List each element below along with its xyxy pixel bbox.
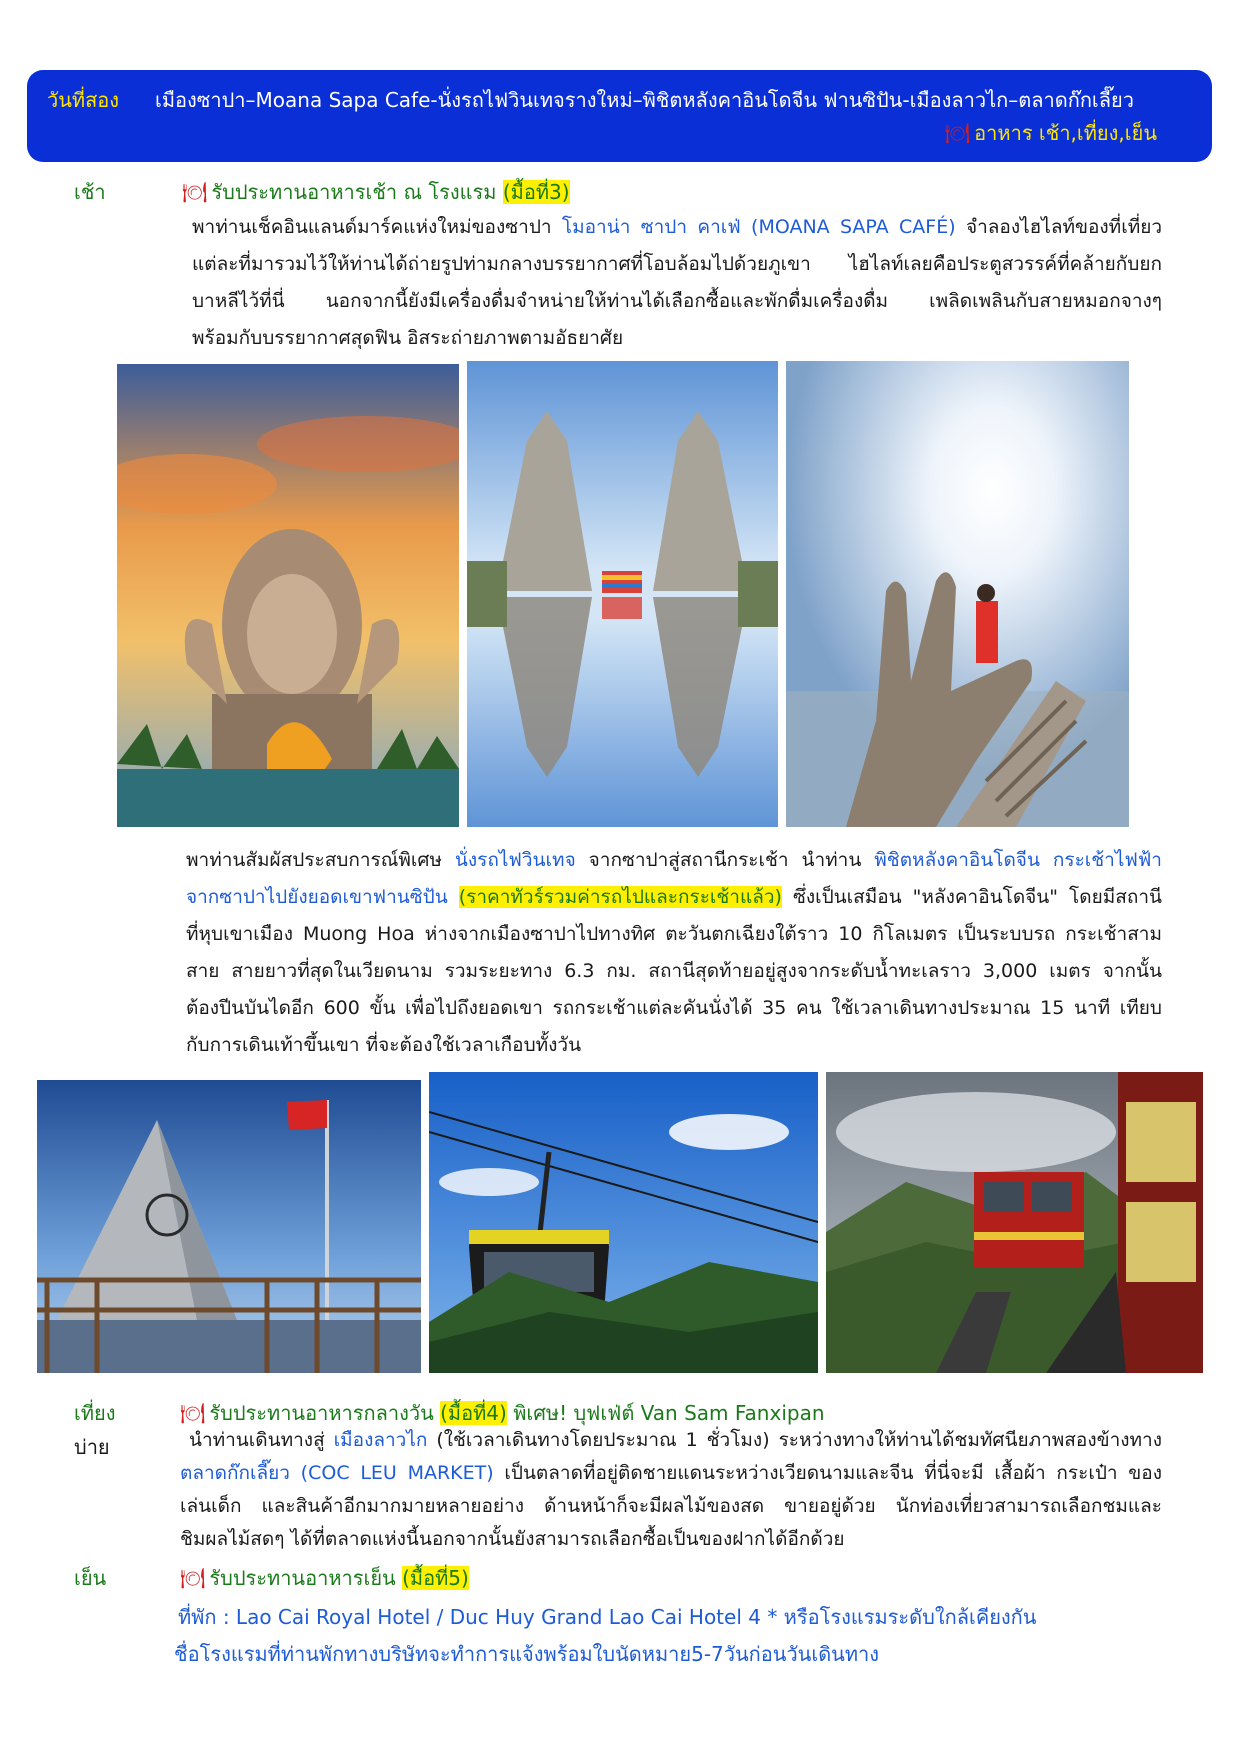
noon-label: เที่ยง: [74, 1401, 116, 1425]
hotel-notice: ชื่อโรงแรมที่ท่านพักทางบริษัทจะทำการแจ้งพร้อมใบนัดหมาย5-7วันก่อนวันเดินทาง: [174, 1642, 880, 1666]
plate-icon: 🍽: [180, 1401, 206, 1425]
vintage-train-photo: [826, 1072, 1203, 1373]
fansipan-peak-photo: [37, 1080, 421, 1373]
coc-leu-market-link-text: ตลาดก๊กเลี๊ยว (COC LEU MARKET): [180, 1462, 494, 1484]
afternoon-paragraph: นำท่านเดินทางสู่ เมืองลาวไก (ใช้เวลาเดินทางโดยประมาณ 1 ชั่วโมง) ระหว่างทางให้ท่านได้ชมทัศนียภาพสองข้างทาง ตลาดก๊กเลี๊ยว (COC LEU MARKET) เป็นตลาดที่อยู่ติดชายแดนระหว่างเวียดนามและจีน ที่นี่จะมี เสื้อผ้า กระเป๋า ของ เล่นเด็ก และสินค้าอีกมากมายหลายอย่าง ด้านหน้าก็จะมีผลไม้ของสด ขายอยู่ด้วย นักท่องเที่ยวสามารถเลือกชมและ ชิมผลไม้สดๆ ได้ที่ตลาดแห่งนี้นอกจากนั้นยังสามารถเลือกซื้อเป็นของฝากได้อีกด้วย: [180, 1429, 1162, 1550]
heaven-gate-photo: [467, 361, 778, 827]
indochina-roof-link-text: พิชิตหลังคาอินโดจีน กระเช้าไฟฟ้า: [874, 849, 1162, 871]
meal-number-badge: (มื้อที่5): [402, 1566, 469, 1590]
vintage-train-link-text: นั่งรถไฟวินเทจ: [454, 849, 576, 871]
cable-car-paragraph: พาท่านสัมผัสประสบการณ์พิเศษ นั่งรถไฟวินเทจ จากซาปาสู่สถานีกระเช้า นำท่าน พิชิตหลังคาอินโดจีน กระเช้าไฟฟ้า จากซาปาไปยังยอดเขาฟานซิปัน (ราคาทัวร์รวมค่ารถไปและกระเช้าแล้ว) ซึ่งเป็นเสมือน "หลังคาอินโดจีน" โดยมีสถานี ที่หุบเขาเมือง Muong Hoa ห่างจากเมืองซาปาไปทางทิศ ตะวันตกเฉียงใต้ราว 10 กิโลเมตร เป็นระบบรถ กระเช้าสาม สาย สายยาวที่สุดในเวียดนาม รวมระยะทาง 6.3 กม. สถานีสุดท้ายอยู่สูงจากระดับน้ำทะเลราว 3,000 เมตร จากนั้น ต้องปีนบันไดอีก 600 ขั้น เพื่อไปถึงยอดเขา รถกระเช้าแต่ละคันนั่งได้ 35 คน ใช้เวลาเดินทางประมาณ 15 นาที เทียบ กับการเดินเท้าขึ้นเขา ที่จะต้องใช้เวลาเกือบทั้งวัน: [186, 849, 1162, 1056]
meal-number-badge: (มื้อที่4): [440, 1401, 507, 1425]
dinner-line: 🍽 รับประทานอาหารเย็น (มื้อที่5): [180, 1566, 469, 1590]
afternoon-label: บ่าย: [74, 1435, 110, 1459]
price-included-highlight: (ราคาทัวร์รวมค่ารถไปและกระเช้าแล้ว): [458, 886, 782, 908]
buffet-special-text: พิเศษ! บุฟเฟ่ต์ Van Sam Fanxipan: [513, 1401, 825, 1425]
evening-label: เย็น: [74, 1566, 107, 1590]
moana-paragraph: พาท่านเช็คอินแลนด์มาร์คแห่งใหม่ของซาปา โมอาน่า ซาปา คาเฟ่ (MOANA SAPA CAFÉ) จำลองไฮไลท์ของที่เที่ยว แต่ละที่มารวมไว้ให้ท่านได้ถ่ายรูปท่ามกลางบรรยากาศที่โอบล้อมไปด้วยภูเขา ไฮไลท์เลยคือประตูสวรรค์ที่คล้ายกับยก บาหลีไว้ที่นี่ นอกจากนี้ยังมีเครื่องดื่มจำหน่ายให้ท่านได้เลือกซื้อและพักดื่มเครื่องดื่ม เพลิดเพลินกับสายหมอกจางๆ พร้อมกับบรรยากาศสุดฟิน อิสระถ่ายภาพตามอัธยาศัย: [192, 216, 1163, 349]
breakfast-line: 🍽 รับประทานอาหารเช้า ณ โรงแรม (มื้อที่3): [182, 180, 570, 204]
cable-car-photo: [429, 1072, 818, 1373]
plate-icon: 🍽: [944, 121, 971, 145]
day-label: วันที่สอง: [47, 88, 120, 112]
plate-icon: 🍽: [180, 1566, 206, 1590]
morning-label: เช้า: [74, 180, 106, 204]
moana-statue-photo: [117, 364, 459, 827]
lunch-line: 🍽 รับประทานอาหารกลางวัน (มื้อที่4) พิเศษ! บุฟเฟ่ต์ Van Sam Fanxipan: [180, 1401, 825, 1425]
meals-summary: 🍽 อาหาร เช้า,เที่ยง,เย็น: [944, 121, 1157, 145]
moana-cafe-link-text: โมอาน่า ซาปา คาเฟ่ (MOANA SAPA CAFÉ): [561, 216, 956, 238]
giant-hand-photo: [786, 361, 1129, 827]
plate-icon: 🍽: [182, 180, 208, 204]
day-header-banner: [27, 70, 1212, 162]
hotel-info: ที่พัก : Lao Cai Royal Hotel / Duc Huy Grand Lao Cai Hotel 4 * หรือโรงแรมระดับใกล้เคียงกัน: [178, 1605, 1037, 1629]
day-route-title: เมืองซาปา–Moana Sapa Cafe-นั่งรถไฟวินเทจรางใหม่–พิชิตหลังคาอินโดจีน ฟานซิปัน-เมืองลาวไก–ตลาดก๊กเลี๊ยว: [155, 88, 1134, 112]
meal-number-badge: (มื้อที่3): [502, 180, 570, 204]
lao-cai-link-text: เมืองลาวไก: [333, 1429, 428, 1451]
